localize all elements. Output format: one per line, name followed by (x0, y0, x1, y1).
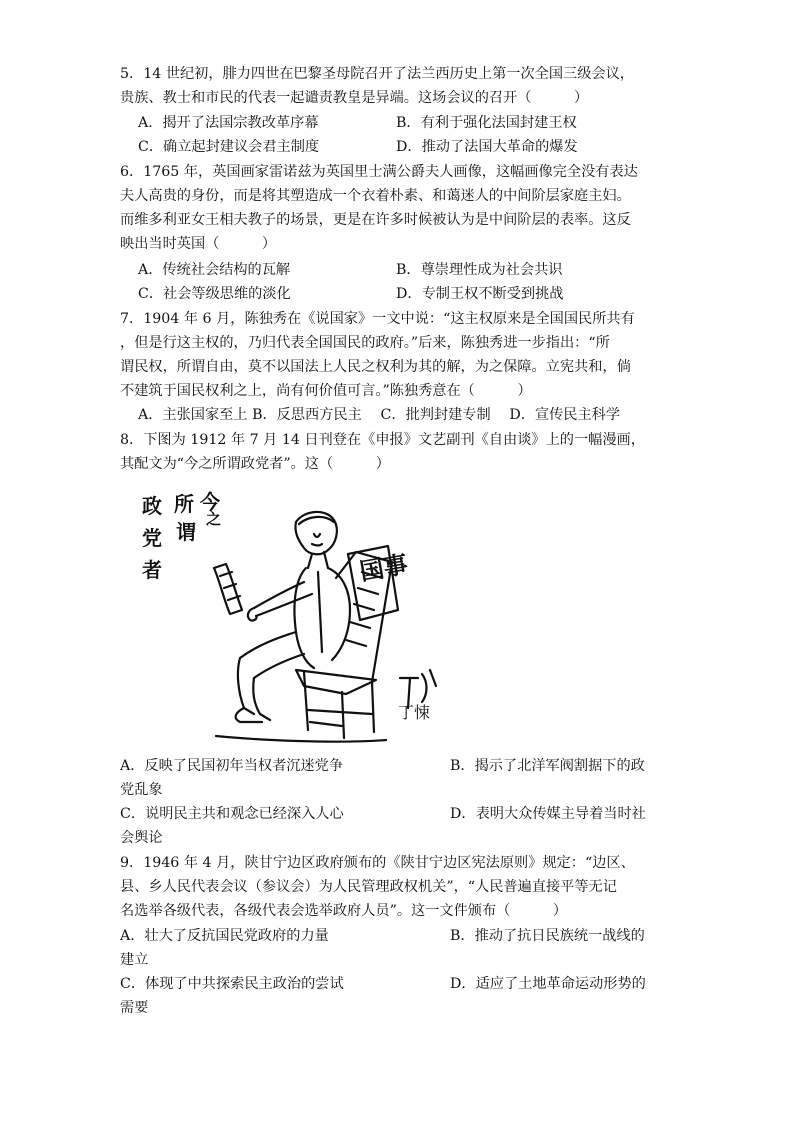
q8-option-d: D．表明大众传媒主导着当时社 (450, 806, 646, 822)
q9-option-b-cont: 建立 (120, 952, 149, 968)
cartoon-caption-char: 之 (206, 510, 222, 528)
q5-option-d: D．推动了法国大革命的爆发 (396, 139, 578, 155)
q7-stem-line-1: 7．1904 年 6 月，陈独秀在《说国家》一文中说：“这主权原来是全国国民所共有 (120, 311, 635, 327)
cartoon-book-label: 国事 (357, 549, 410, 587)
cartoon-drawing (136, 482, 446, 752)
cartoon-caption-char: 者 (142, 558, 162, 582)
cartoon-caption-char: 所 (174, 492, 194, 516)
q6-stem-line-2: 夫人高贵的身份，而是将其塑造成一个衣着朴素、和蔼迷人的中间阶层家庭主妇。 (120, 188, 631, 204)
q6-stem-line-1: 6．1765 年，英国画家雷诺兹为英国里士满公爵夫人画像，这幅画像完全没有表达 (120, 164, 638, 180)
q5-option-b: B．有利于强化法国封建王权 (396, 115, 577, 131)
cartoon-caption-char: 党 (142, 526, 162, 550)
q8-option-b: B．揭示了北洋军阀割据下的政 (450, 758, 645, 774)
q8-option-b-cont: 党乱象 (120, 782, 163, 798)
q9-option-a: A．壮大了反抗国民党政府的力量 (120, 928, 329, 944)
q6-option-c: C．社会等级思维的淡化 (138, 286, 291, 302)
q7-stem-line-2: ，但是行这主权的，乃归代表全国国民的政府。”后来，陈独秀进一步指出：“所 (120, 335, 610, 351)
q6-option-d: D．专制王权不断受到挑战 (396, 286, 564, 302)
q5-option-c: C．确立起封建议会君主制度 (138, 139, 320, 155)
q8-option-c: C．说明民主共和观念已经深入人心 (120, 806, 344, 822)
q9-stem-line-3: 名选举各级代表，各级代表会选举政府人员”。这一文件颁布（ ） (120, 903, 568, 919)
q8-option-a: A．反映了民国初年当权者沉迷党争 (120, 758, 344, 774)
q6-option-a: A．传统社会结构的瓦解 (138, 262, 291, 278)
q9-stem-line-2: 县、乡人民代表会议（参议会）为人民管理政权机关”，“人民普遍直接平等无记 (120, 879, 617, 895)
q6-stem-line-3: 而维多利亚女王相夫教子的场景，更是在许多时候被认为是中间阶层的表率。这反 (120, 212, 631, 228)
q5-stem-line-2: 贵族、教士和市民的代表一起谴责教皇是异端。这场会议的召开（ ） (120, 90, 589, 106)
q5-option-a: A．揭开了法国宗教改革序幕 (138, 115, 319, 131)
q7-options: A．主张国家至上 B．反思西方民主 C．批判封建专制 D．宣传民主科学 (138, 407, 621, 423)
q9-option-c: C．体现了中共探索民主政治的尝试 (120, 976, 344, 992)
q9-option-d: D．适应了土地革命运动形势的 (450, 976, 646, 992)
cartoon-caption-char: 政 (142, 494, 162, 518)
cartoon-caption-char: 谓 (176, 520, 196, 544)
q8-stem-line-1: 8．下图为 1912 年 7 月 14 日刊登在《申报》文艺副刊《自由谈》上的一幅漫画， (120, 432, 645, 448)
q9-option-d-cont: 需要 (120, 1000, 149, 1016)
q6-option-b: B．尊崇理性成为社会共识 (396, 262, 563, 278)
q6-stem-line-4: 映出当时英国（ ） (120, 236, 277, 252)
q7-stem-line-3: 谓民权，所谓自由，莫不以国法上人民之权利为其的解，为之保障。立宪共和，倘 (120, 359, 631, 375)
q5-stem-line-1: 5．14 世纪初，腓力四世在巴黎圣母院召开了法兰西历史上第一次全国三级会议， (120, 66, 634, 82)
q9-option-b: B．推动了抗日民族统一战线的 (450, 928, 645, 944)
q7-stem-line-4: 不建筑于国民权利之上，尚有何价值可言。”陈独秀意在（ ） (120, 383, 532, 399)
cartoon-signature: 丁悚 (398, 703, 431, 722)
q9-stem-line-1: 9．1946 年 4 月，陕甘宁边区政府颁布的《陕甘宁边区宪法原则》规定：“边区、 (120, 855, 635, 871)
q8-stem-line-2: 其配文为“今之所谓政党者”。这（ ） (120, 456, 390, 472)
q8-option-d-cont: 会舆论 (120, 830, 163, 846)
political-cartoon (136, 482, 446, 752)
cartoon-caption-char: 今 (200, 490, 220, 514)
